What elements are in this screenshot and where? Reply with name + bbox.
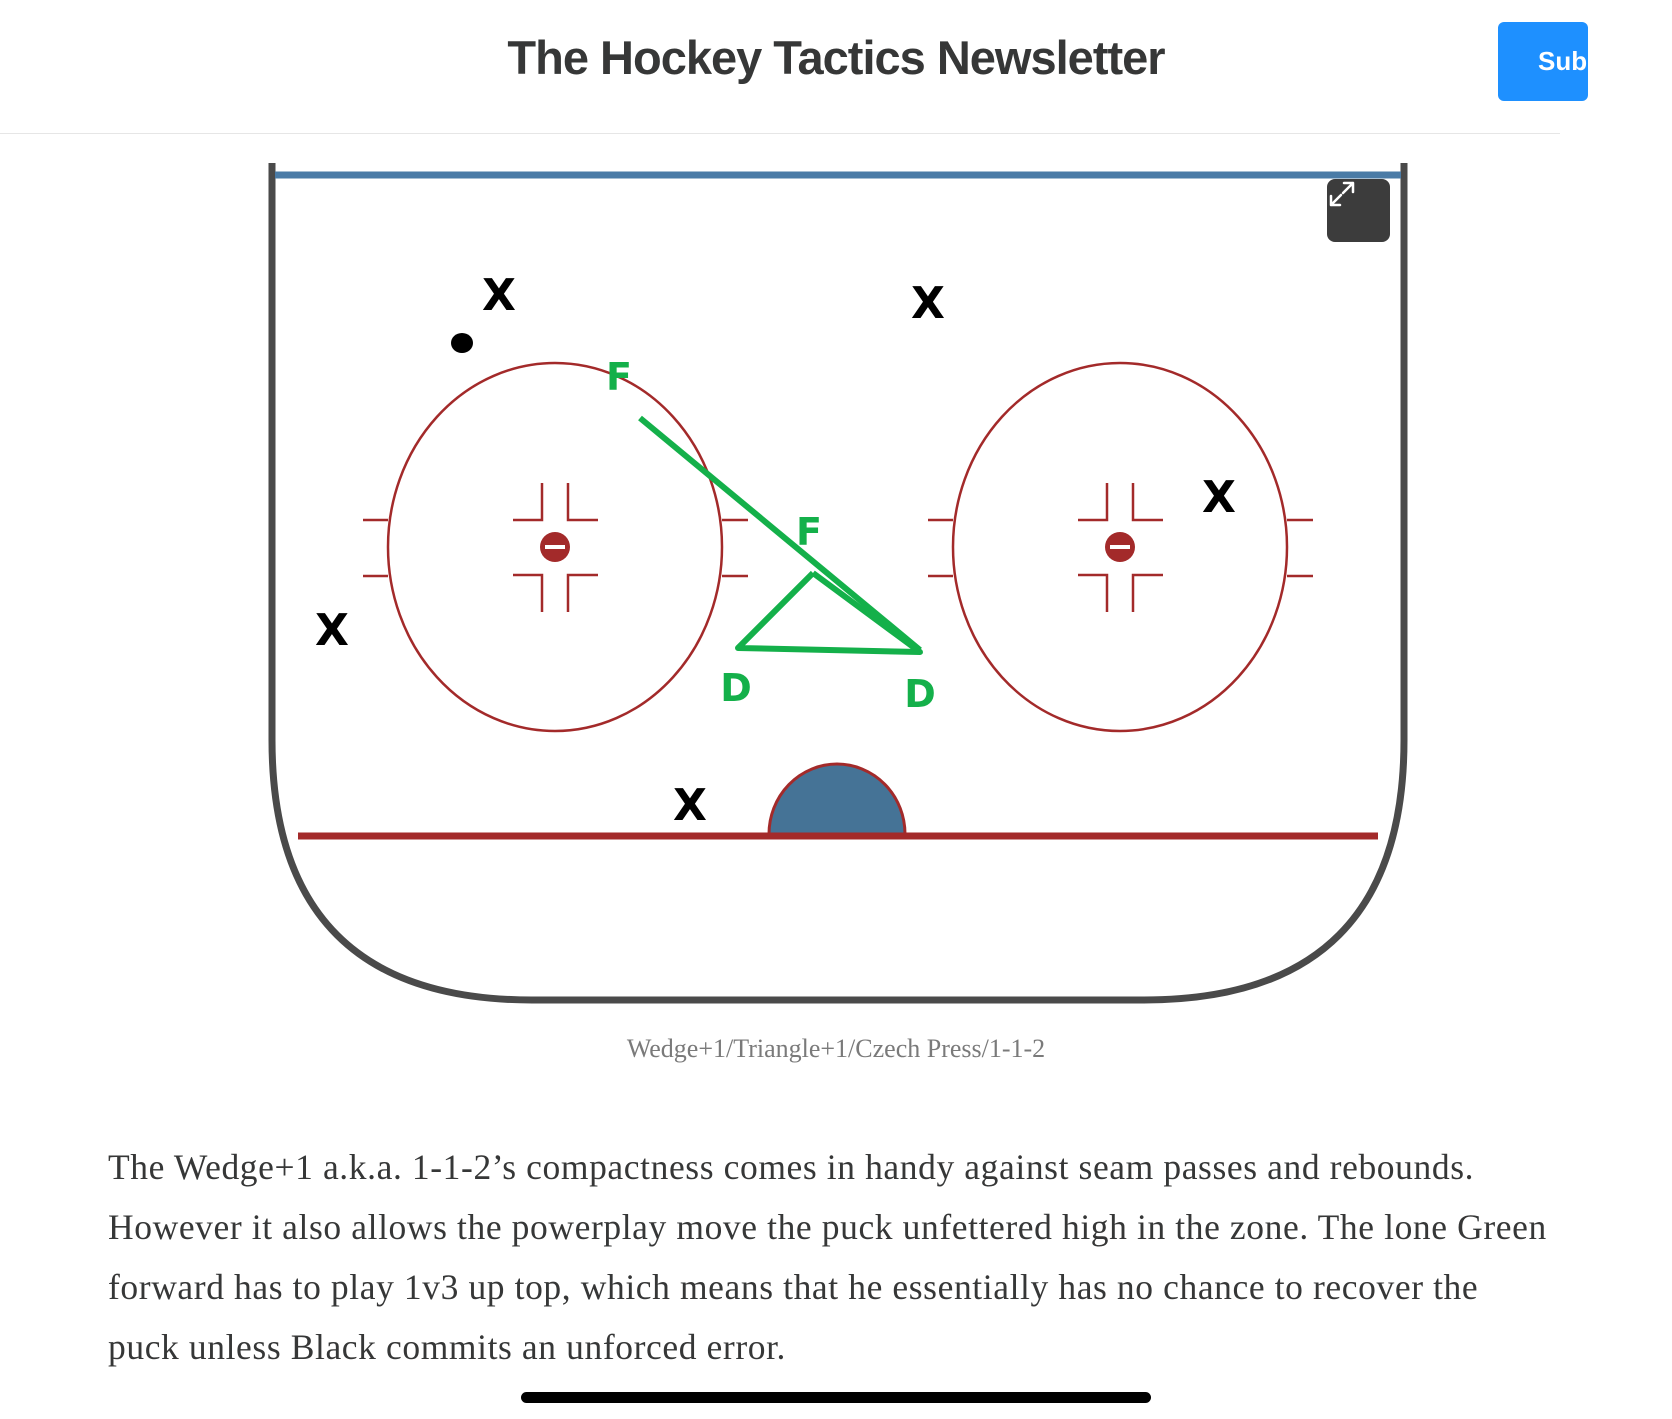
green-forward-mid: F bbox=[796, 510, 822, 554]
figure-caption: Wedge+1/Triangle+1/Czech Press/1-1-2 bbox=[626, 1034, 1046, 1063]
green-defense-right: D bbox=[904, 672, 936, 716]
triangle-formation bbox=[738, 573, 920, 652]
black-player-left-wall: X bbox=[315, 605, 349, 656]
forward-pressure-line bbox=[640, 418, 920, 650]
article-paragraph: The Wedge+1 a.k.a. 1-1-2’s compactness comes in handy against seam passes and rebounds. However it also allows the powerplay move the puck unfettered high in the zone. The lone Green forward has to play 1v3 up top, which means that he essentially has no chance to recover the puck unless Black commits an unforced error. bbox=[108, 1147, 1547, 1367]
home-indicator[interactable] bbox=[521, 1392, 1151, 1403]
green-defense-left: D bbox=[720, 666, 752, 710]
site-header bbox=[0, 0, 1664, 134]
expand-arrows-icon bbox=[1327, 179, 1357, 209]
expand-image-button[interactable] bbox=[1327, 179, 1390, 242]
site-title[interactable]: The Hockey Tactics Newsletter bbox=[507, 31, 1165, 84]
black-player-top-right: X bbox=[911, 278, 945, 329]
subscribe-button[interactable]: Subscribe bbox=[1498, 22, 1588, 101]
puck bbox=[451, 333, 473, 353]
rink-diagram-figure bbox=[258, 150, 1418, 1020]
black-player-right-circle: X bbox=[1202, 472, 1236, 523]
black-player-top-left: X bbox=[482, 270, 516, 321]
left-faceoff-circle bbox=[363, 363, 748, 731]
black-player-net-front: X bbox=[673, 780, 707, 831]
goal-crease bbox=[769, 764, 905, 834]
right-faceoff-circle bbox=[928, 363, 1313, 731]
rink-diagram bbox=[258, 150, 1418, 1020]
green-forward-top: F bbox=[606, 355, 632, 399]
